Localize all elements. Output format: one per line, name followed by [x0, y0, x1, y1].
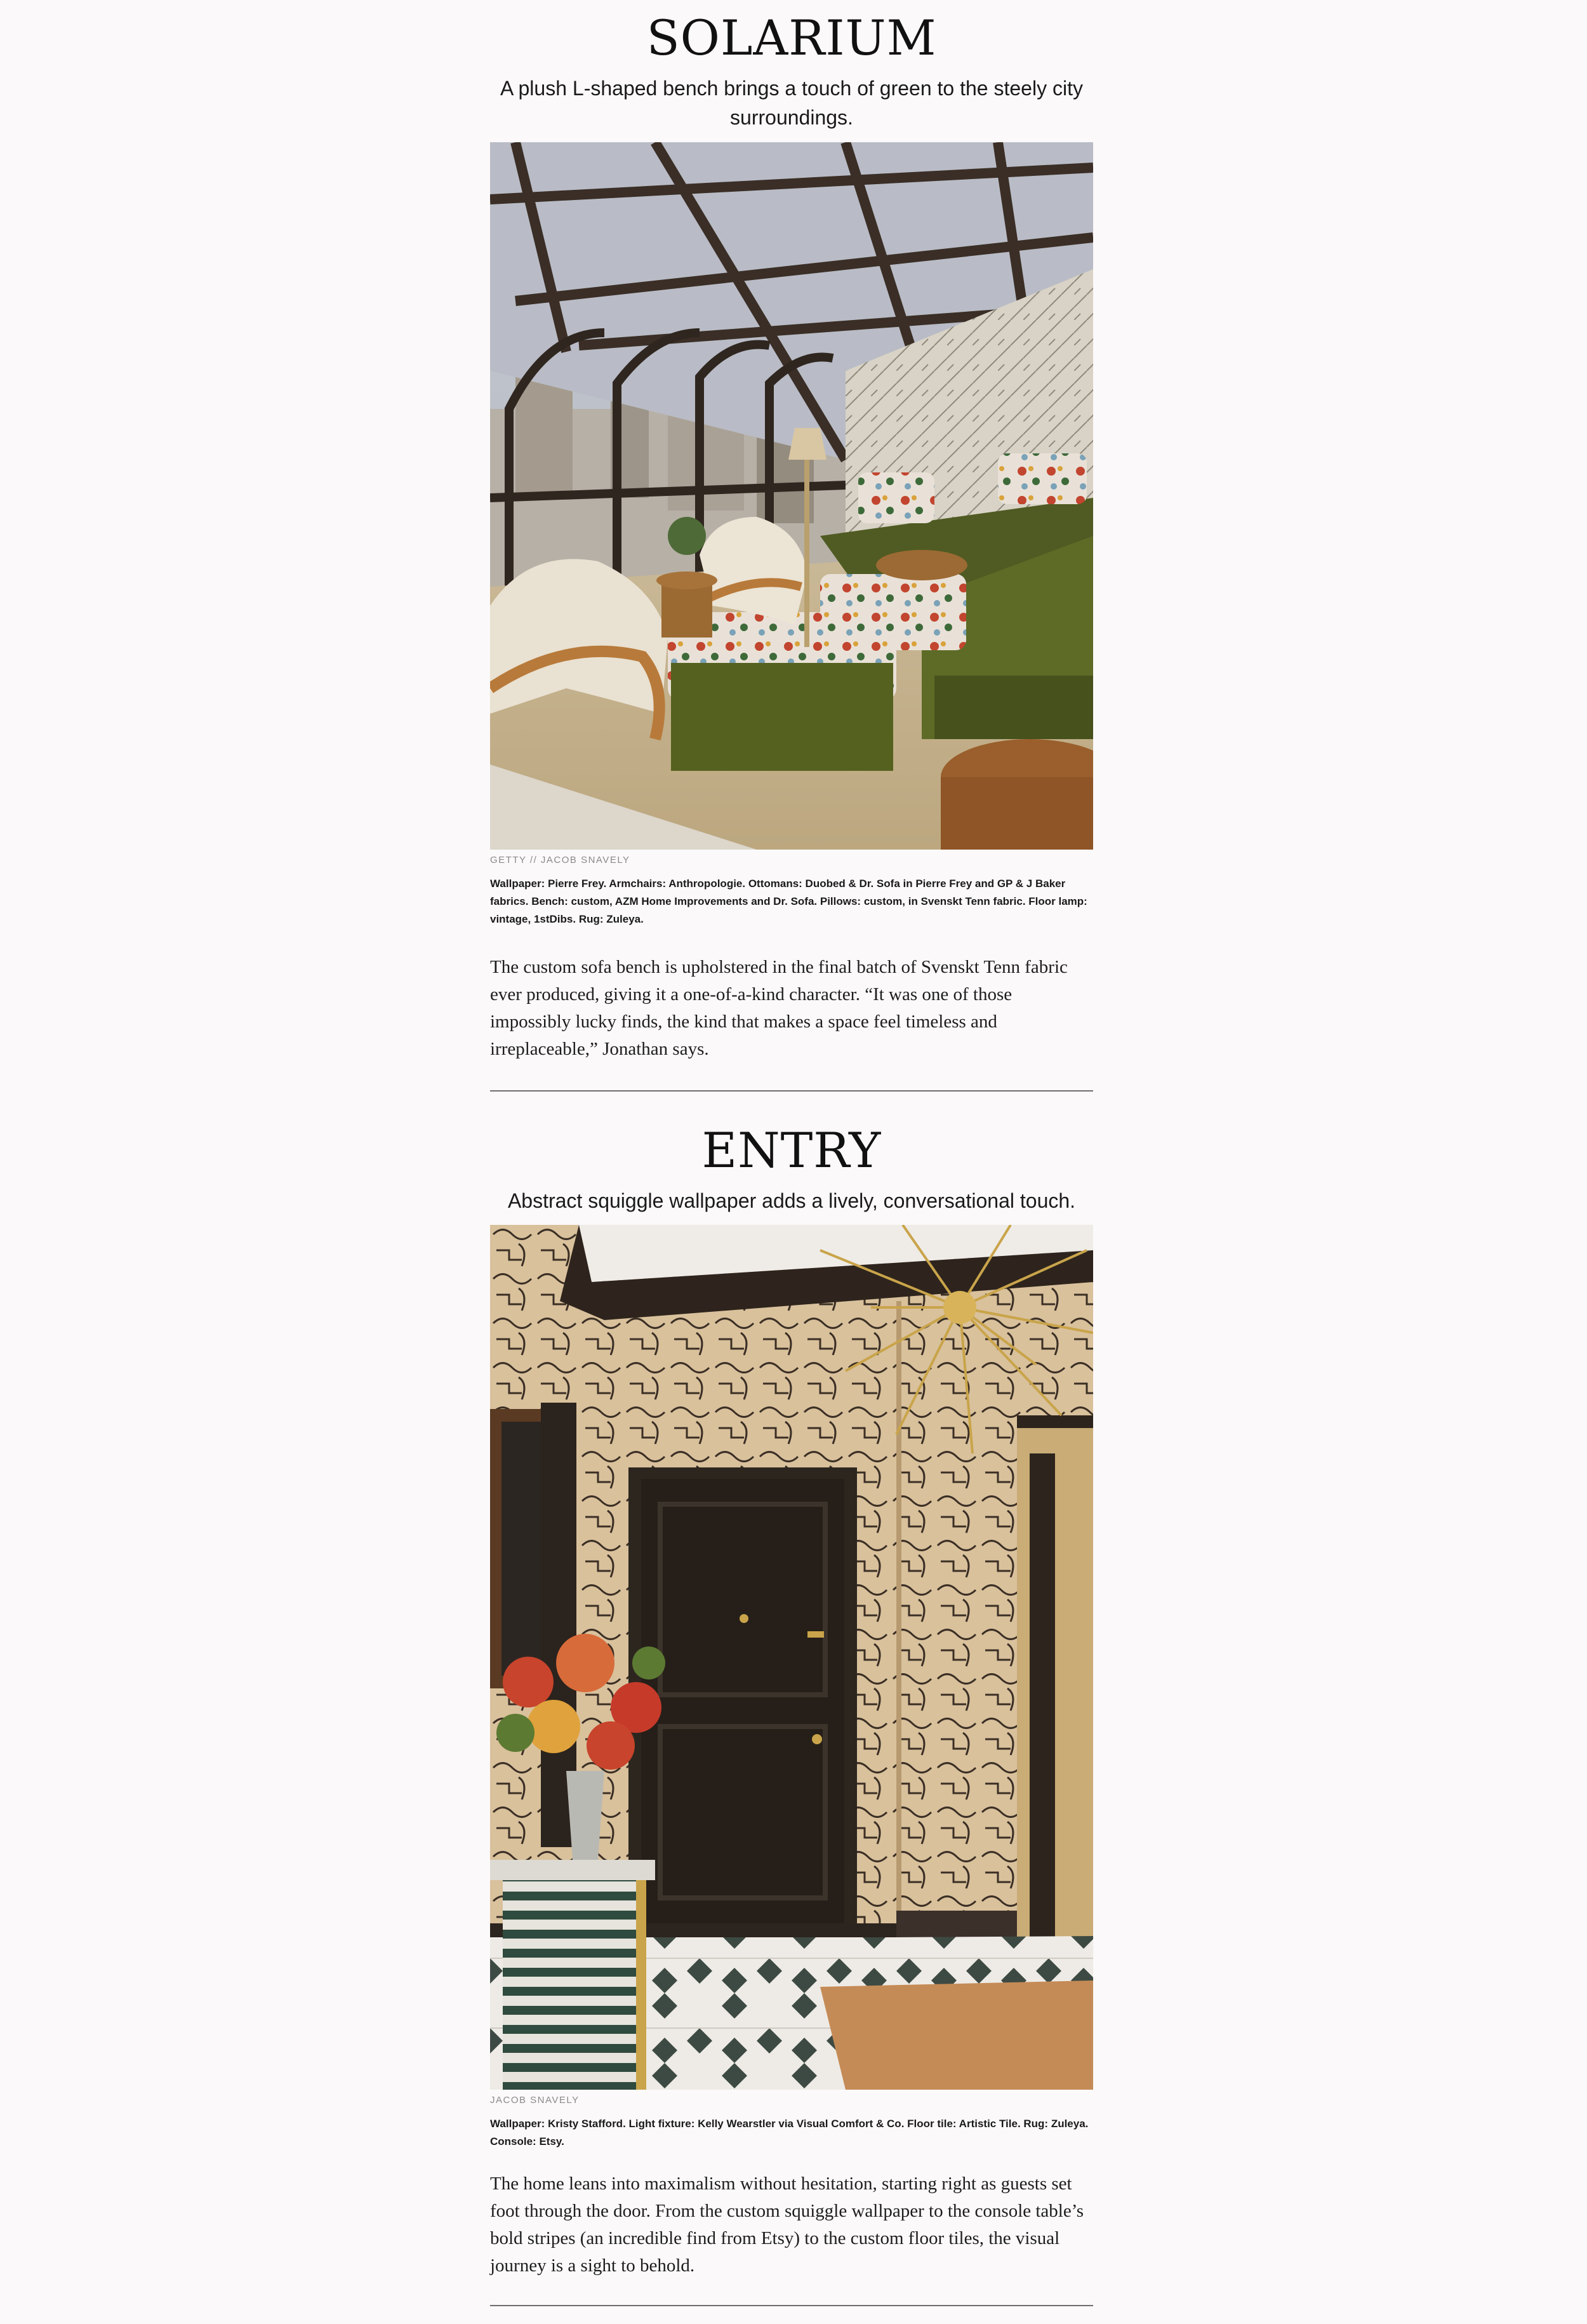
- photo-credit: JACOB SNAVELY: [490, 2095, 580, 2106]
- section-dek: A plush L-shaped bench brings a touch of green to the steely city surroundings.: [500, 77, 1083, 129]
- solarium-photo: [490, 142, 1093, 850]
- photo-caption: Wallpaper: Kristy Stafford. Light fixture: Kelly Wearstler via Visual Comfort & Co. Floor tile: Artistic Tile. Rug: Zuleya. Console: Etsy.: [490, 2118, 1089, 2147]
- section-body: The custom sofa bench is upholstered in the final batch of Svenskt Tenn fabric ever produced, giving it a one-of-a-kind character. “It was one of those impossibly lucky finds, the kind that makes a space feel timeless and irreplaceable,” Jonathan says.: [490, 957, 1068, 1059]
- section-title: SOLARIUM: [646, 10, 937, 66]
- section-dek: Abstract squiggle wallpaper adds a lively, conversational touch.: [507, 1189, 1076, 1212]
- entry-photo: [490, 1225, 1093, 2090]
- photo-caption: Wallpaper: Pierre Frey. Armchairs: Anthropologie. Ottomans: Duobed & Dr. Sofa in Pierre Frey and GP & J Baker fabrics. Bench: custom, AZM Home Improvements and Dr. Sofa. Pillows: custom, in Svenskt Tenn fabric. Floor lamp: vintage, 1stDibs. Rug: Zuleya.: [490, 878, 1087, 925]
- section-divider: [490, 1090, 1093, 1092]
- photo-credit: GETTY // JACOB SNAVELY: [490, 855, 630, 865]
- section-title: ENTRY: [701, 1122, 882, 1179]
- section-body: The home leans into maximalism without hesitation, starting right as guests set foot through the door. From the custom squiggle wallpaper to the console table’s bold stripes (an incredible find from Etsy) to the custom floor tiles, the visual journey is a sight to behold.: [490, 2174, 1084, 2276]
- section-divider: [490, 2305, 1093, 2306]
